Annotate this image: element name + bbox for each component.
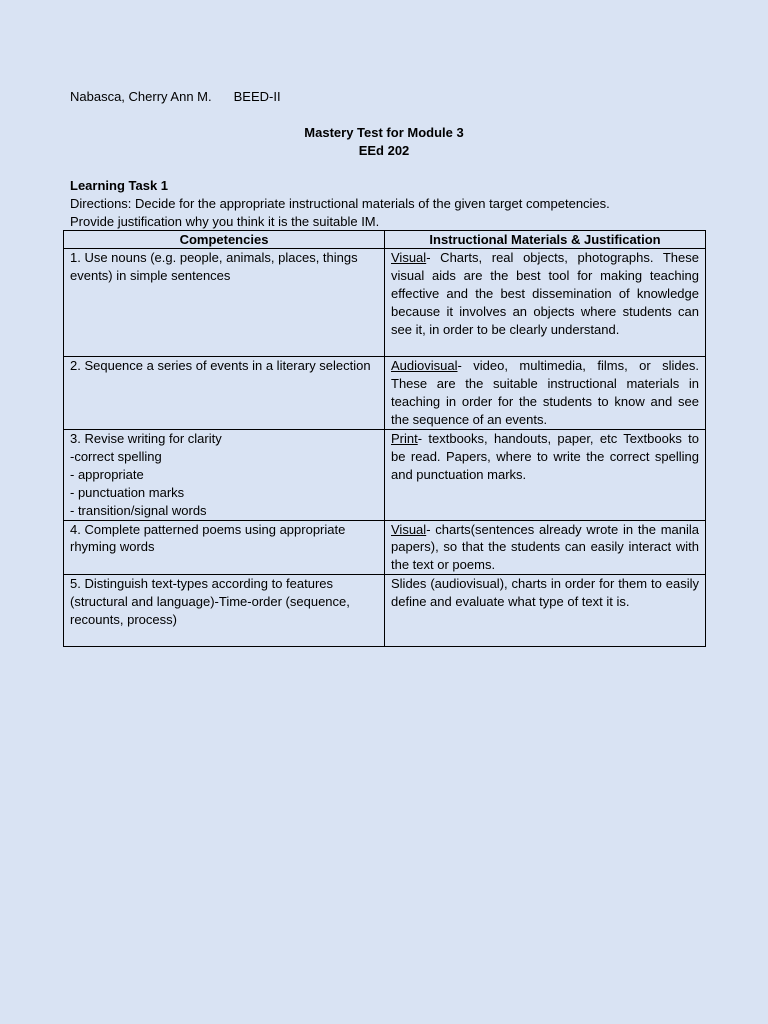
im-category: Visual [391,521,427,537]
document-title [0,124,768,160]
justification-text: - charts(sentences already wrote in the manila papers), so that the students can easily interact with the text or poems. [391,521,699,573]
table-row [64,249,706,357]
competency-text: 3. Revise writing for clarity [70,431,222,446]
author-line [70,88,281,106]
student-name: Nabasca, Cherry Ann M. [70,89,212,104]
title-line-2: EEd 202 [358,143,410,158]
directions-text: Directions: Decide for the appropriate instructional materials of the given target competencies. Provide justification why you think it is the suitable IM. [70,196,610,229]
title-line-1: Mastery Test for Module 3 [304,125,464,140]
justification-cell [385,430,706,521]
program-code: BEED-II [233,89,281,104]
im-category: Audiovisual [391,358,458,373]
competency-subitem: - punctuation marks [70,484,185,500]
competency-cell [64,575,385,647]
competency-text: 4. Complete patterned poems using appropriate rhyming words [70,521,346,555]
table-header-row [64,231,706,249]
competency-text: 5. Distinguish text-types according to features (structural and language)-Time-order (sequence, recounts, process) [70,576,350,628]
competency-text: 1. Use nouns (e.g. people, animals, places, things events) in simple sentences [70,250,358,283]
justification-text: - textbooks, handouts, paper, etc Textbooks to be read. Papers, where to write the correct spelling and punctuation marks. [391,431,699,482]
competency-cell [64,520,385,575]
justification-cell [385,575,706,647]
competency-subitem: -correct spelling [70,448,162,464]
table-row [64,430,706,521]
competency-cell [64,430,385,521]
table-row [64,357,706,430]
justification-text: - video, multimedia, films, or slides. These are the suitable instructional materials in teaching in order for the students to know and see the sequence of an events. [391,358,699,427]
header-instructional-materials: Instructional Materials & Justification [385,231,706,249]
justification-cell [385,249,706,357]
competency-text: 2. Sequence a series of events in a literary selection [70,358,371,373]
competency-cell [64,249,385,357]
competency-subitem: - transition/signal words [70,502,207,518]
im-category: Print [391,431,418,446]
task-heading: Learning Task 1 [70,178,169,193]
justification-cell [385,357,706,430]
competency-subitem: - appropriate [70,466,144,482]
competency-cell [64,357,385,430]
competency-table [63,230,706,647]
justification-cell [385,520,706,575]
header-competencies: Competencies [64,231,385,249]
im-category: Visual [391,250,427,265]
table-row [64,520,706,575]
justification-text: Slides (audiovisual), charts in order for them to easily define and evaluate what type of text it is. [391,576,699,610]
table-row [64,575,706,647]
justification-text: - Charts, real objects, photographs. These visual aids are the best tool for making teaching effective and the best dissemination of knowledge because it involves an objects where students can see it, in order to be clearly understand. [391,250,699,337]
